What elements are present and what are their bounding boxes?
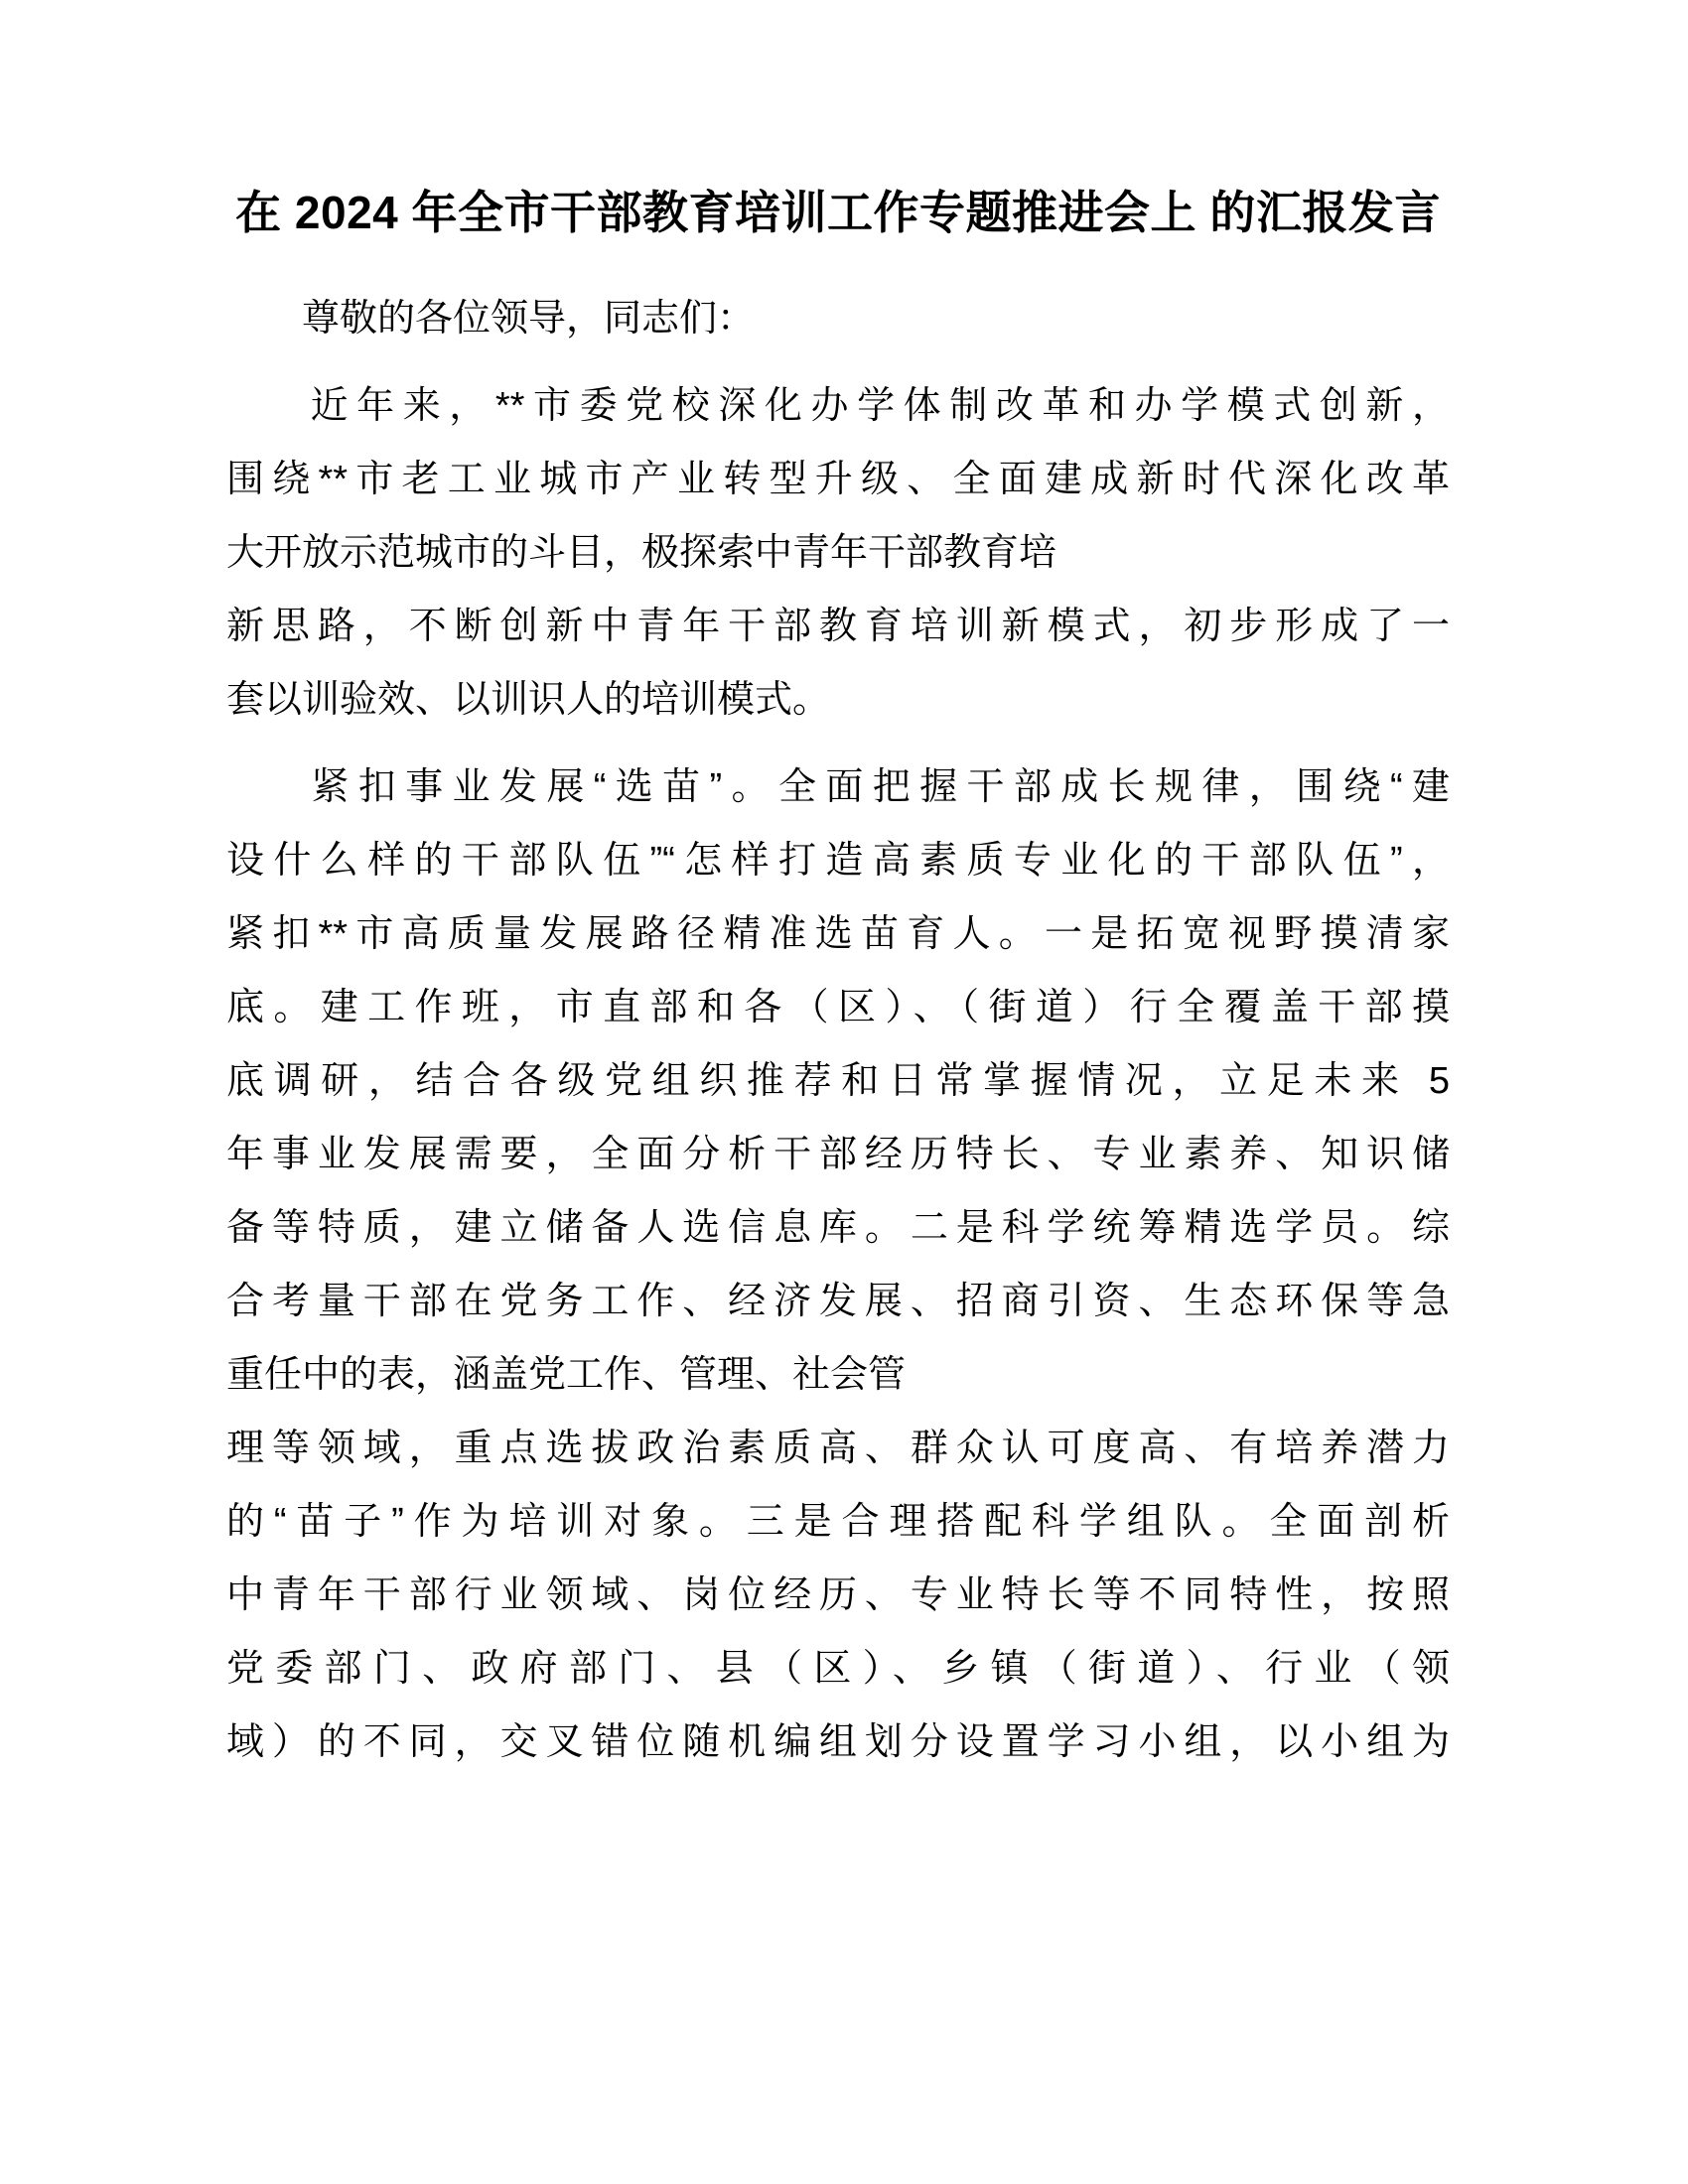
text-line: 设什么样的干部队伍”“怎样打造高素质专业化的干部队伍”， [226, 840, 1450, 882]
title-line-1: 在 2024 年全市干部教育培训工作专题推进会上 [235, 187, 1197, 238]
spacer [226, 737, 1450, 745]
text-line: 底调研，结合各级党组织推荐和日常掌握情况，立足未来 5 [226, 1060, 1450, 1102]
text-line: 域）的不同，交叉错位随机编组划分设置学习小组，以小组为 [226, 1721, 1450, 1763]
paragraph-opening [226, 369, 1450, 737]
text-line: 围绕**市老工业城市产业转型升级、全面建成新时代深化改革 [226, 459, 1450, 500]
spacer [226, 355, 1450, 363]
line-text: 近年来，**市委党校深化办学体制改革和办学模式创新， [302, 385, 1450, 427]
text-line: 新思路，不断创新中青年干部教育培训新模式，初步形成了一 [226, 606, 1450, 647]
text-line: 备等特质，建立储备人选信息库。二是科学统筹精选学员。综 [226, 1207, 1450, 1249]
page-title [226, 0, 1450, 244]
text-line: 中青年干部行业领域、岗位经历、专业特长等不同特性，按照 [226, 1574, 1450, 1616]
text-line: 的“苗子”作为培训对象。三是合理搭配科学组队。全面剖析 [226, 1501, 1450, 1543]
salutation [226, 282, 1450, 355]
text-line: 合考量干部在党务工作、经济发展、招商引资、生态环保等急 [226, 1281, 1450, 1322]
text-line: 党委部门、政府部门、县（区）、乡镇（街道）、行业（领 [226, 1648, 1450, 1690]
title-line-2: 的汇报发言 [1209, 187, 1441, 238]
text-line: 紧扣**市高质量发展路径精准选苗育人。一是拓宽视野摸清家 [226, 913, 1450, 955]
line-text: 紧扣事业发展“选苗”。全面把握干部成长规律，围绕“建 [302, 766, 1450, 808]
salutation-text: 尊敬的各位领导，同志们： [302, 298, 756, 340]
text-line: 底。建工作班，市直部和各（区）、（街道）行全覆盖干部摸 [226, 987, 1450, 1028]
document-content [226, 0, 1450, 1779]
text-line: 套以训验效、以训识人的培训模式。 [226, 679, 831, 721]
text-line [226, 369, 1450, 443]
paragraph-selection [226, 751, 1450, 1779]
text-line: 理等领域，重点选拔政治素质高、群众认可度高、有培养潜力 [226, 1428, 1450, 1469]
text-line: 大开放示范城市的斗目，极探索中青年干部教育培 [226, 532, 1057, 574]
text-line [226, 751, 1450, 824]
text-line: 年事业发展需要，全面分析干部经历特长、专业素养、知识储 [226, 1134, 1450, 1175]
text-line: 重任中的表，涵盖党工作、管理、社会管 [226, 1354, 907, 1396]
